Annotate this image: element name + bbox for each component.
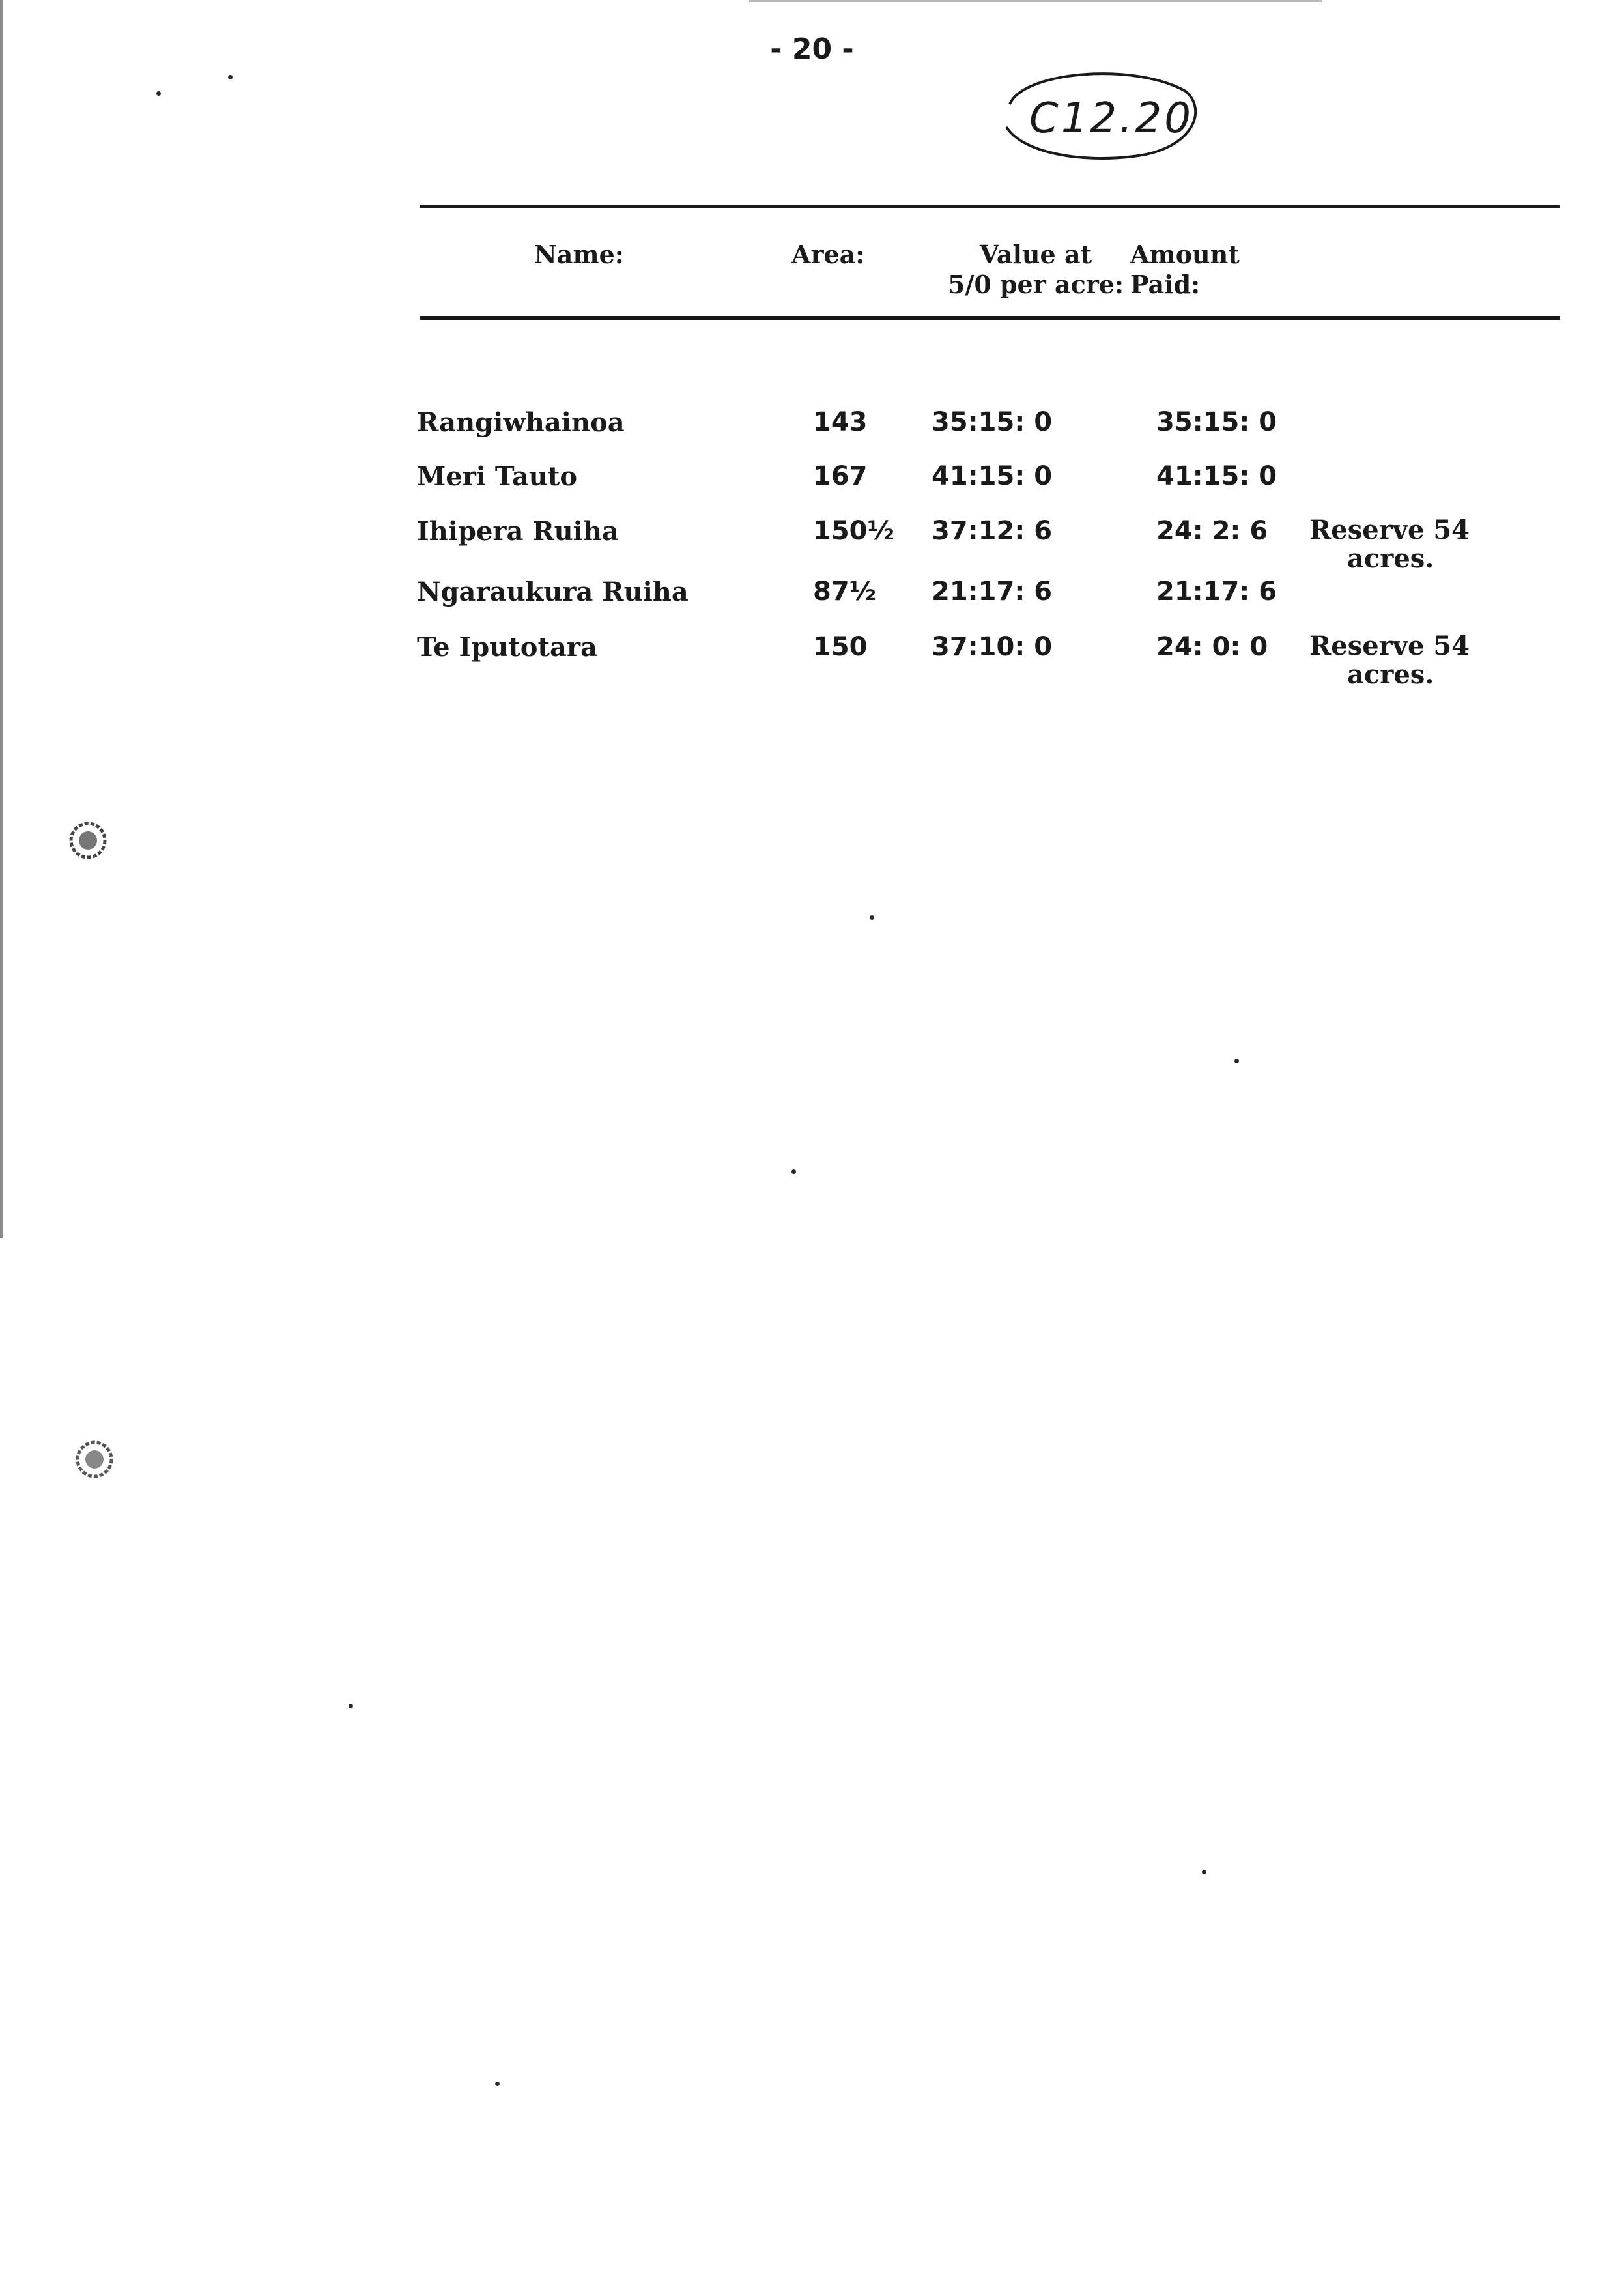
binder-hole-mark — [75, 1437, 114, 1482]
scan-speck — [1234, 1059, 1239, 1063]
scan-speck — [156, 91, 161, 96]
header-area: Area: — [791, 240, 865, 269]
cell-note — [1309, 516, 1470, 573]
header-value-line1: Value at — [979, 240, 1092, 269]
header-paid — [1130, 240, 1240, 300]
cell-paid: 21:17: 6 — [1156, 577, 1277, 607]
cell-paid: 35:15: 0 — [1156, 407, 1277, 437]
cell-area: 143 — [813, 407, 868, 437]
cell-note-line1: Reserve 54 — [1309, 515, 1470, 545]
header-paid-line1: Amount — [1130, 240, 1240, 269]
scan-speck — [228, 75, 233, 79]
cell-note-line2: acres. — [1347, 659, 1434, 690]
cell-name: Rangiwhainoa — [417, 407, 625, 438]
header-value — [938, 240, 1133, 300]
cell-value: 41:15: 0 — [932, 461, 1053, 491]
binder-hole-mark — [68, 818, 107, 863]
cell-area: 150 — [813, 632, 868, 662]
page-number: - 20 - — [770, 33, 854, 66]
header-paid-line2: Paid: — [1130, 270, 1201, 299]
header-value-line2: 5/0 per acre: — [948, 270, 1124, 299]
cell-name: Ihipera Ruiha — [417, 516, 619, 547]
cell-area: 167 — [813, 461, 868, 491]
table-header-rule — [420, 316, 1560, 320]
header-name: Name: — [534, 240, 624, 269]
scan-top-line — [749, 0, 1322, 2]
scan-speck — [1202, 1870, 1206, 1874]
reference-mark: C12.20 — [1029, 94, 1193, 143]
cell-name: Ngaraukura Ruiha — [417, 577, 689, 607]
cell-value: 21:17: 6 — [932, 577, 1053, 607]
cell-paid: 24: 0: 0 — [1156, 632, 1268, 662]
cell-paid: 24: 2: 6 — [1156, 516, 1268, 546]
scan-speck — [870, 915, 874, 920]
cell-value: 35:15: 0 — [932, 407, 1053, 437]
cell-area: 87½ — [813, 577, 877, 607]
scan-speck — [791, 1169, 796, 1174]
scan-speck — [495, 2082, 500, 2086]
scan-speck — [349, 1704, 353, 1708]
cell-note-line2: acres. — [1347, 543, 1434, 574]
cell-value: 37:12: 6 — [932, 516, 1053, 546]
cell-paid: 41:15: 0 — [1156, 461, 1277, 491]
cell-name: Te Iputotara — [417, 632, 597, 663]
cell-area: 150½ — [813, 516, 894, 546]
table-top-rule — [420, 205, 1560, 208]
cell-note-line1: Reserve 54 — [1309, 631, 1470, 661]
cell-name: Meri Tauto — [417, 461, 578, 492]
cell-value: 37:10: 0 — [932, 632, 1053, 662]
cell-note — [1309, 632, 1470, 689]
page-edge — [0, 0, 3, 1238]
